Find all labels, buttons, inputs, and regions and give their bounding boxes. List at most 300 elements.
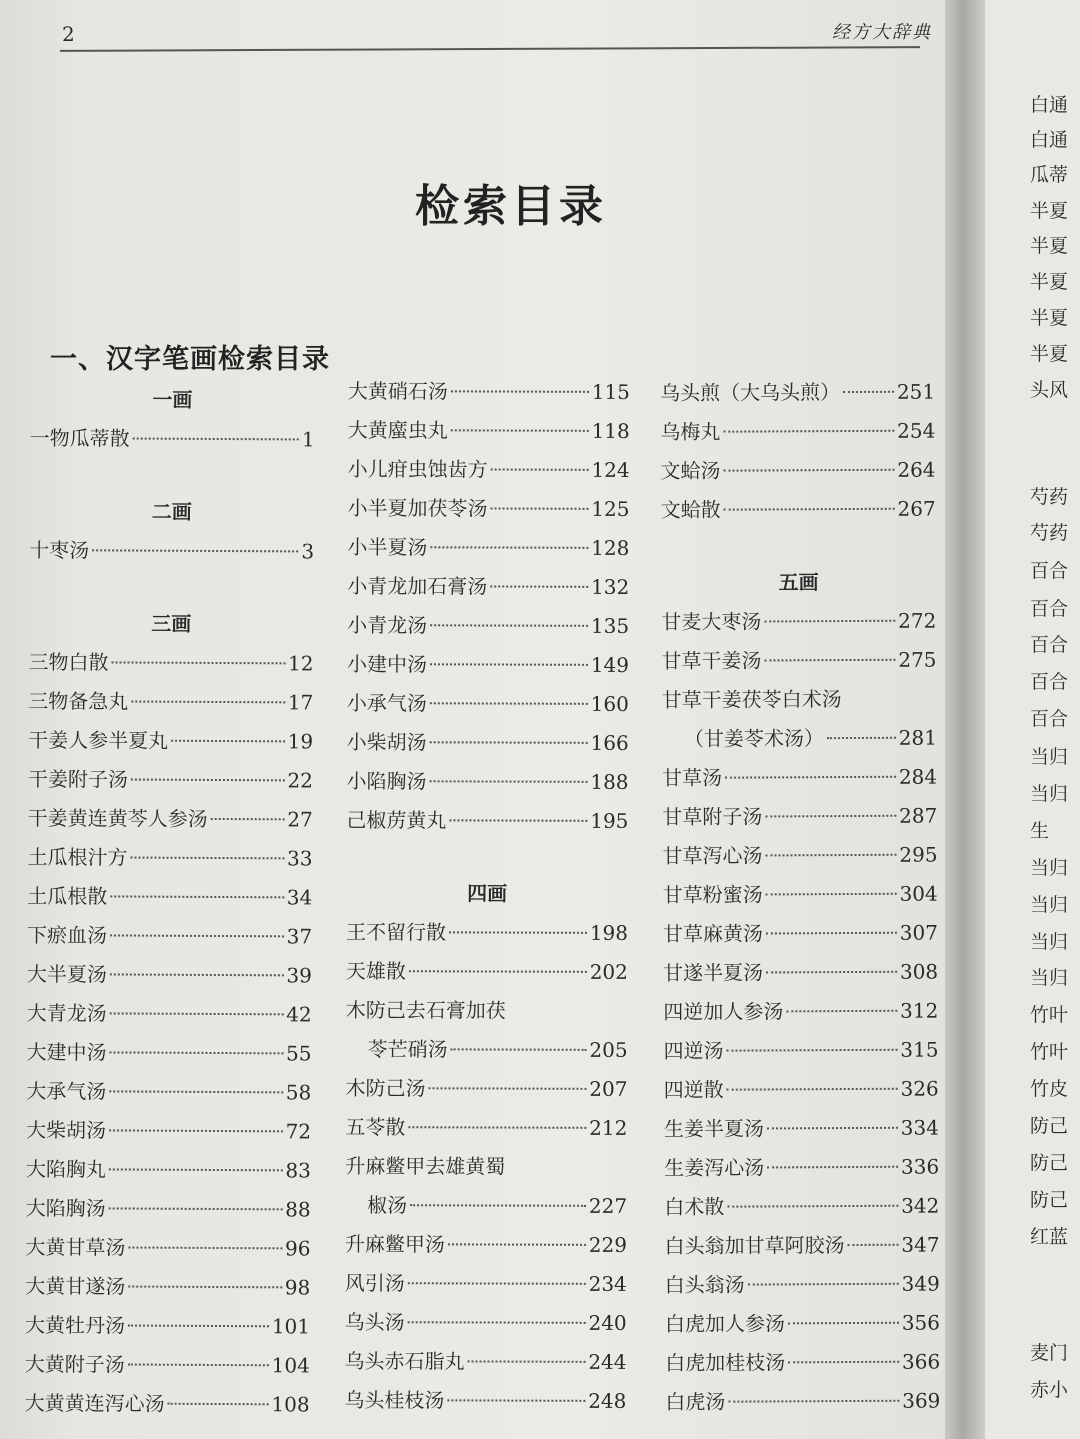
index-entry (661, 490, 936, 530)
entry-page-number: 281 (898, 725, 937, 750)
index-entry (29, 531, 314, 571)
dot-leader (430, 780, 588, 783)
index-entry (346, 1030, 628, 1070)
index-entry (26, 1072, 311, 1112)
index-entry (346, 952, 628, 992)
adjacent-page-fragment: 赤小 (1030, 1379, 1069, 1401)
dot-leader (449, 819, 587, 821)
dot-leader (109, 1168, 283, 1171)
adjacent-page (985, 0, 1080, 1439)
entry-page-number: 118 (591, 418, 630, 443)
dot-leader (727, 1088, 898, 1091)
entry-page-number: 227 (588, 1193, 628, 1218)
adjacent-page-fragment: 当归 (1030, 746, 1069, 768)
entry-page-number: 108 (271, 1392, 310, 1417)
dot-leader (451, 1048, 587, 1050)
adjacent-page-fragment: 半夏 (1030, 343, 1069, 365)
index-entry (27, 877, 312, 917)
dot-leader (408, 1126, 586, 1129)
index-entry (26, 1111, 311, 1151)
entry-name: 大承气汤 (26, 1078, 107, 1104)
adjacent-page-fragment: 半夏 (1030, 235, 1069, 257)
index-entry (664, 1187, 939, 1227)
entry-page-number: 334 (900, 1115, 940, 1140)
entry-page-number: 42 (286, 1002, 312, 1027)
dot-leader (430, 663, 588, 666)
entry-name: 大建中汤 (26, 1039, 107, 1065)
index-entry (345, 1108, 627, 1148)
entry-name: 白虎加桂枝汤 (665, 1350, 786, 1375)
adjacent-page-fragment: 竹皮 (1030, 1078, 1069, 1100)
dot-leader (448, 1243, 586, 1245)
index-entry (661, 602, 936, 642)
entry-name: 十枣汤 (29, 537, 90, 563)
index-entry (30, 419, 315, 459)
adjacent-page-fragment: 白通 (1030, 94, 1069, 116)
entry-name: 甘麦大枣汤 (661, 609, 762, 634)
dot-leader (748, 1283, 899, 1286)
index-entry (28, 799, 313, 839)
entry-page-number: 254 (897, 418, 936, 443)
entry-name: 天雄散 (345, 958, 406, 984)
dot-leader (491, 468, 589, 470)
dot-leader (131, 779, 285, 782)
dot-leader (491, 507, 589, 509)
entry-page-number: 96 (284, 1236, 311, 1261)
dot-leader (430, 741, 588, 744)
adjacent-page-fragment: 半夏 (1030, 271, 1069, 293)
dot-leader (764, 659, 895, 662)
entry-page-number: 307 (899, 920, 938, 945)
header-rule (60, 46, 920, 52)
entry-page-number: 240 (588, 1310, 627, 1335)
entry-page-number: 198 (589, 920, 629, 945)
dot-leader (128, 1247, 282, 1250)
adjacent-page-fragment: 头风 (1030, 379, 1069, 401)
dot-leader (827, 737, 896, 739)
adjacent-page-fragment: 防己 (1030, 1152, 1069, 1174)
index-entry-line: 木防己去石膏加茯 (345, 997, 506, 1023)
entry-name: 甘草麻黄汤 (662, 921, 763, 946)
index-entry (27, 955, 312, 995)
adjacent-page-fragment: 百合 (1030, 560, 1069, 582)
section-title: 一、汉字笔画检索目录 (50, 344, 330, 375)
entry-name: 木防己汤 (345, 1075, 426, 1101)
page-number: 2 (62, 22, 75, 46)
entry-page-number: 39 (286, 963, 312, 988)
entry-page-number: 347 (901, 1232, 940, 1257)
entry-page-number: 369 (902, 1388, 941, 1413)
dot-leader (447, 1399, 585, 1401)
index-entry (25, 1228, 310, 1268)
index-entry (347, 606, 629, 646)
dot-leader (130, 857, 284, 860)
index-entry (664, 1226, 939, 1266)
index-entry (663, 875, 938, 915)
running-title: 经方大辞典 (832, 22, 932, 43)
entry-name: 甘遂半夏汤 (663, 960, 764, 985)
book-gutter (945, 0, 985, 1439)
adjacent-page-fragment: 麦门 (1030, 1342, 1069, 1364)
dot-leader (409, 970, 587, 973)
adjacent-page-fragment: 生 (1030, 820, 1050, 842)
dot-leader (786, 1010, 897, 1013)
dot-leader (451, 429, 589, 431)
entry-name: 小儿疳虫蚀齿方 (347, 456, 488, 482)
entry-page-number: 264 (897, 457, 936, 482)
index-entry (345, 1069, 627, 1109)
adjacent-page-fragment: 竹叶 (1030, 1041, 1069, 1063)
entry-page-number: 312 (900, 998, 939, 1023)
index-entry (662, 719, 937, 759)
entry-page-number: 267 (897, 496, 936, 521)
entry-name: 白头翁汤 (664, 1272, 745, 1297)
entry-page-number: 188 (590, 769, 629, 794)
dot-leader (131, 701, 285, 704)
dot-leader (112, 661, 286, 664)
dot-leader (110, 895, 284, 898)
dot-leader (451, 390, 589, 392)
index-entry (347, 528, 629, 568)
dot-leader (766, 893, 897, 896)
dot-leader (408, 1282, 586, 1285)
entry-name: 大陷胸汤 (25, 1195, 106, 1221)
dot-leader (428, 1087, 586, 1090)
dot-leader (110, 1012, 284, 1015)
index-entry (348, 450, 630, 490)
entry-name: 甘草附子汤 (662, 804, 763, 829)
dot-leader (490, 585, 588, 587)
entry-page-number: 356 (901, 1310, 941, 1335)
index-entry (665, 1265, 940, 1305)
adjacent-page-fragment: 红蓝 (1030, 1226, 1069, 1248)
entry-page-number: 336 (900, 1154, 940, 1179)
index-entry (25, 1267, 310, 1307)
dot-leader (725, 776, 896, 779)
adjacent-page-fragment: 当归 (1030, 857, 1069, 879)
entry-name: 白术散 (664, 1194, 725, 1219)
index-entry (27, 838, 312, 878)
entry-page-number: 135 (590, 613, 630, 638)
adjacent-page-fragment: 当归 (1030, 967, 1069, 989)
index-entry (26, 1033, 311, 1073)
index-entry (663, 992, 938, 1032)
dot-leader (468, 1360, 586, 1362)
dot-leader (843, 391, 894, 393)
entry-name: 一物瓜蒂散 (29, 425, 130, 451)
index-entry (344, 1381, 626, 1421)
entry-page-number: 88 (285, 1197, 311, 1222)
entry-name: 文蛤散 (660, 497, 721, 522)
dot-leader (110, 973, 284, 976)
index-entry (347, 723, 629, 763)
entry-name: （甘姜苓术汤） (683, 726, 824, 751)
adjacent-page-fragment: 竹叶 (1030, 1004, 1069, 1026)
entry-name: 椒汤 (367, 1193, 408, 1218)
entry-page-number: 58 (285, 1080, 312, 1105)
entry-page-number: 72 (285, 1119, 312, 1144)
index-entry (345, 1264, 627, 1304)
index-entry (347, 645, 629, 685)
dot-leader (723, 430, 894, 433)
entry-page-number: 212 (589, 1115, 628, 1140)
dot-leader (727, 1049, 898, 1052)
index-entry (662, 758, 937, 798)
entry-name: 大青龙汤 (26, 1000, 107, 1026)
adjacent-page-fragment: 半夏 (1030, 200, 1069, 222)
entry-page-number: 12 (288, 651, 314, 676)
stroke-heading: 一画 (152, 387, 193, 412)
index-entry (27, 916, 312, 956)
entry-name: 小建中汤 (346, 651, 428, 677)
entry-name: 甘草粉蜜汤 (662, 882, 763, 907)
entry-page-number: 101 (271, 1314, 311, 1339)
group-spacer (661, 529, 936, 564)
index-entry (665, 1343, 940, 1383)
adjacent-page-fragment: 当归 (1030, 783, 1069, 805)
entry-name: 乌梅丸 (660, 419, 721, 444)
dot-leader (449, 931, 587, 933)
entry-page-number: 205 (589, 1037, 628, 1062)
entry-name: 大半夏汤 (26, 961, 107, 987)
entry-name: 四逆散 (663, 1077, 724, 1102)
dot-leader (764, 620, 895, 623)
entry-page-number: 132 (591, 574, 630, 599)
entry-name: 己椒苈黄丸 (346, 807, 447, 833)
entry-page-number: 27 (287, 807, 313, 832)
dot-leader (766, 971, 897, 974)
page-title: 检索目录 (415, 181, 607, 232)
entry-page-number: 104 (271, 1353, 310, 1378)
entry-name: 苓芒硝汤 (367, 1037, 448, 1062)
dot-leader (430, 546, 588, 549)
entry-page-number: 160 (590, 691, 629, 716)
entry-page-number: 251 (896, 379, 936, 404)
entry-page-number: 149 (590, 652, 630, 677)
dot-leader (408, 1321, 586, 1324)
entry-name: 干姜附子汤 (27, 766, 128, 792)
index-entry (664, 1109, 939, 1149)
adjacent-page-fragment: 瓜蒂 (1030, 164, 1069, 186)
index-entry (347, 762, 629, 802)
entry-name: 大柴胡汤 (26, 1117, 107, 1143)
adjacent-page-fragment: 百合 (1030, 598, 1069, 620)
entry-page-number: 315 (900, 1037, 939, 1062)
entry-name: 乌头赤石脂丸 (344, 1348, 465, 1374)
adjacent-page-fragment: 半夏 (1030, 307, 1069, 329)
index-entry-line: 升麻鳖甲去雄黄蜀 (345, 1153, 506, 1179)
entry-name: 大黄附子汤 (24, 1351, 125, 1377)
index-entry (662, 797, 937, 837)
group-spacer (346, 840, 628, 875)
entry-page-number: 128 (591, 535, 630, 560)
entry-page-number: 115 (591, 379, 630, 404)
index-entry (346, 801, 628, 841)
index-entry (664, 1148, 939, 1188)
dot-leader (211, 818, 285, 820)
entry-name: 白虎汤 (665, 1389, 726, 1414)
index-entry (663, 953, 938, 993)
entry-page-number: 3 (301, 539, 315, 564)
entry-name: 大黄甘遂汤 (25, 1273, 126, 1299)
index-entry (665, 1382, 940, 1422)
index-entry (662, 836, 937, 876)
entry-page-number: 202 (589, 959, 628, 984)
index-entry (344, 1342, 626, 1382)
entry-name: 生姜泻心汤 (664, 1155, 765, 1180)
index-column-1 (25, 380, 315, 1424)
index-entry (25, 1306, 310, 1346)
index-entry (26, 1189, 311, 1229)
entry-page-number: 275 (898, 647, 937, 672)
entry-page-number: 342 (901, 1193, 940, 1218)
adjacent-page-fragment: 当归 (1030, 894, 1069, 916)
entry-name: 乌头桂枝汤 (344, 1387, 445, 1413)
index-entry (660, 412, 935, 452)
entry-page-number: 55 (285, 1041, 312, 1066)
adjacent-page-fragment: 芍药 (1030, 522, 1069, 544)
index-entry (28, 760, 313, 800)
group-spacer (29, 570, 314, 605)
dot-leader (766, 932, 897, 935)
dot-leader (109, 1051, 283, 1054)
entry-page-number: 284 (898, 764, 938, 789)
index-entry (348, 411, 630, 451)
entry-page-number: 207 (589, 1076, 628, 1101)
entry-name: 大黄硝石汤 (347, 378, 448, 404)
dot-leader (128, 1286, 282, 1289)
entry-name: 小承气汤 (346, 690, 427, 716)
entry-name: 三物备急丸 (28, 688, 129, 714)
dot-leader (168, 1403, 269, 1406)
stroke-heading: 四画 (467, 881, 508, 906)
entry-name: 大黄䗪虫丸 (347, 417, 448, 443)
dot-leader (171, 740, 285, 743)
entry-page-number: 229 (588, 1232, 627, 1257)
adjacent-page-fragment: 白通 (1030, 129, 1069, 151)
entry-name: 乌头煎（大乌头煎） (660, 380, 841, 405)
group-spacer (29, 458, 314, 493)
entry-name: 土瓜根汁方 (27, 844, 128, 870)
entry-page-number: 304 (899, 881, 938, 906)
index-entry (28, 643, 313, 683)
entry-page-number: 37 (286, 924, 313, 949)
entry-name: 乌头汤 (344, 1309, 405, 1335)
index-entry (348, 372, 630, 412)
dot-leader (410, 1204, 586, 1207)
dot-leader (788, 1322, 899, 1325)
entry-name: 小半夏加茯苓汤 (347, 495, 488, 521)
entry-name: 大黄牡丹汤 (24, 1312, 126, 1338)
index-entry-line: 甘草干姜茯苓白术汤 (661, 687, 842, 712)
entry-name: 四逆加人参汤 (663, 999, 784, 1024)
index-entry (25, 1384, 310, 1424)
entry-name: 三物白散 (28, 649, 109, 675)
entry-name: 白虎加人参汤 (664, 1311, 786, 1336)
dot-leader (724, 469, 895, 472)
stroke-heading: 三画 (151, 611, 192, 636)
entry-name: 生姜半夏汤 (663, 1116, 765, 1141)
entry-page-number: 295 (899, 842, 938, 867)
index-entry (664, 1070, 939, 1110)
index-entry (663, 914, 938, 954)
index-entry (347, 567, 629, 607)
dot-leader (788, 1361, 899, 1364)
index-entry (347, 684, 629, 724)
index-entry (26, 1150, 311, 1190)
stroke-heading: 二画 (151, 499, 192, 524)
entry-name: 大陷胸丸 (25, 1156, 106, 1182)
entry-name: 干姜黄连黄芩人参汤 (27, 805, 208, 831)
entry-name: 四逆汤 (663, 1038, 724, 1063)
entry-page-number: 195 (590, 808, 629, 833)
index-entry (660, 373, 935, 413)
dot-leader (92, 549, 298, 552)
index-entry (665, 1304, 940, 1344)
entry-page-number: 349 (901, 1271, 940, 1296)
index-entry (347, 489, 629, 529)
entry-name: 大黄甘草汤 (25, 1234, 126, 1260)
dot-leader (109, 1090, 283, 1093)
entry-page-number: 33 (286, 846, 313, 871)
entry-page-number: 166 (590, 730, 629, 755)
dot-leader (727, 1205, 898, 1208)
entry-page-number: 19 (287, 729, 314, 754)
index-entry (28, 721, 313, 761)
dot-leader (133, 438, 299, 441)
adjacent-page-fragment: 百合 (1030, 708, 1069, 730)
entry-name: 五苓散 (345, 1114, 406, 1140)
index-entry (345, 1303, 627, 1343)
entry-page-number: 287 (899, 803, 938, 828)
entry-page-number: 1 (301, 427, 315, 452)
dot-leader (766, 854, 897, 857)
entry-name: 风引汤 (344, 1270, 405, 1296)
entry-name: 小青龙汤 (347, 612, 428, 638)
index-column-2 (344, 372, 630, 1421)
entry-page-number: 366 (901, 1349, 941, 1374)
entry-name: 小半夏汤 (347, 534, 428, 560)
adjacent-page-fragment: 百合 (1030, 671, 1069, 693)
entry-page-number: 83 (285, 1158, 311, 1183)
entry-name: 升麻鳖甲汤 (344, 1231, 445, 1257)
entry-name: 甘草汤 (662, 765, 723, 790)
entry-name: 白头翁加甘草阿胶汤 (664, 1233, 845, 1258)
dot-leader (767, 1127, 898, 1130)
dot-leader (430, 624, 588, 627)
adjacent-page-fragment: 芍药 (1030, 486, 1069, 508)
entry-name: 甘草泻心汤 (662, 843, 763, 868)
index-entry (661, 641, 936, 681)
stroke-heading: 五画 (778, 570, 819, 595)
index-entry (28, 682, 313, 722)
entry-page-number: 272 (898, 608, 937, 633)
index-column-3 (660, 373, 940, 1422)
entry-page-number: 17 (287, 690, 314, 715)
entry-name: 王不留行散 (346, 919, 447, 945)
dot-leader (109, 1207, 283, 1210)
dot-leader (128, 1364, 269, 1367)
entry-page-number: 34 (286, 885, 313, 910)
dot-leader (848, 1244, 899, 1246)
entry-name: 干姜人参半夏丸 (28, 727, 169, 753)
index-entry (345, 1225, 627, 1265)
index-entry (345, 1186, 627, 1226)
dot-leader (128, 1325, 269, 1328)
entry-name: 甘草干姜汤 (661, 648, 762, 673)
index-entry (27, 994, 312, 1034)
entry-page-number: 326 (900, 1076, 939, 1101)
